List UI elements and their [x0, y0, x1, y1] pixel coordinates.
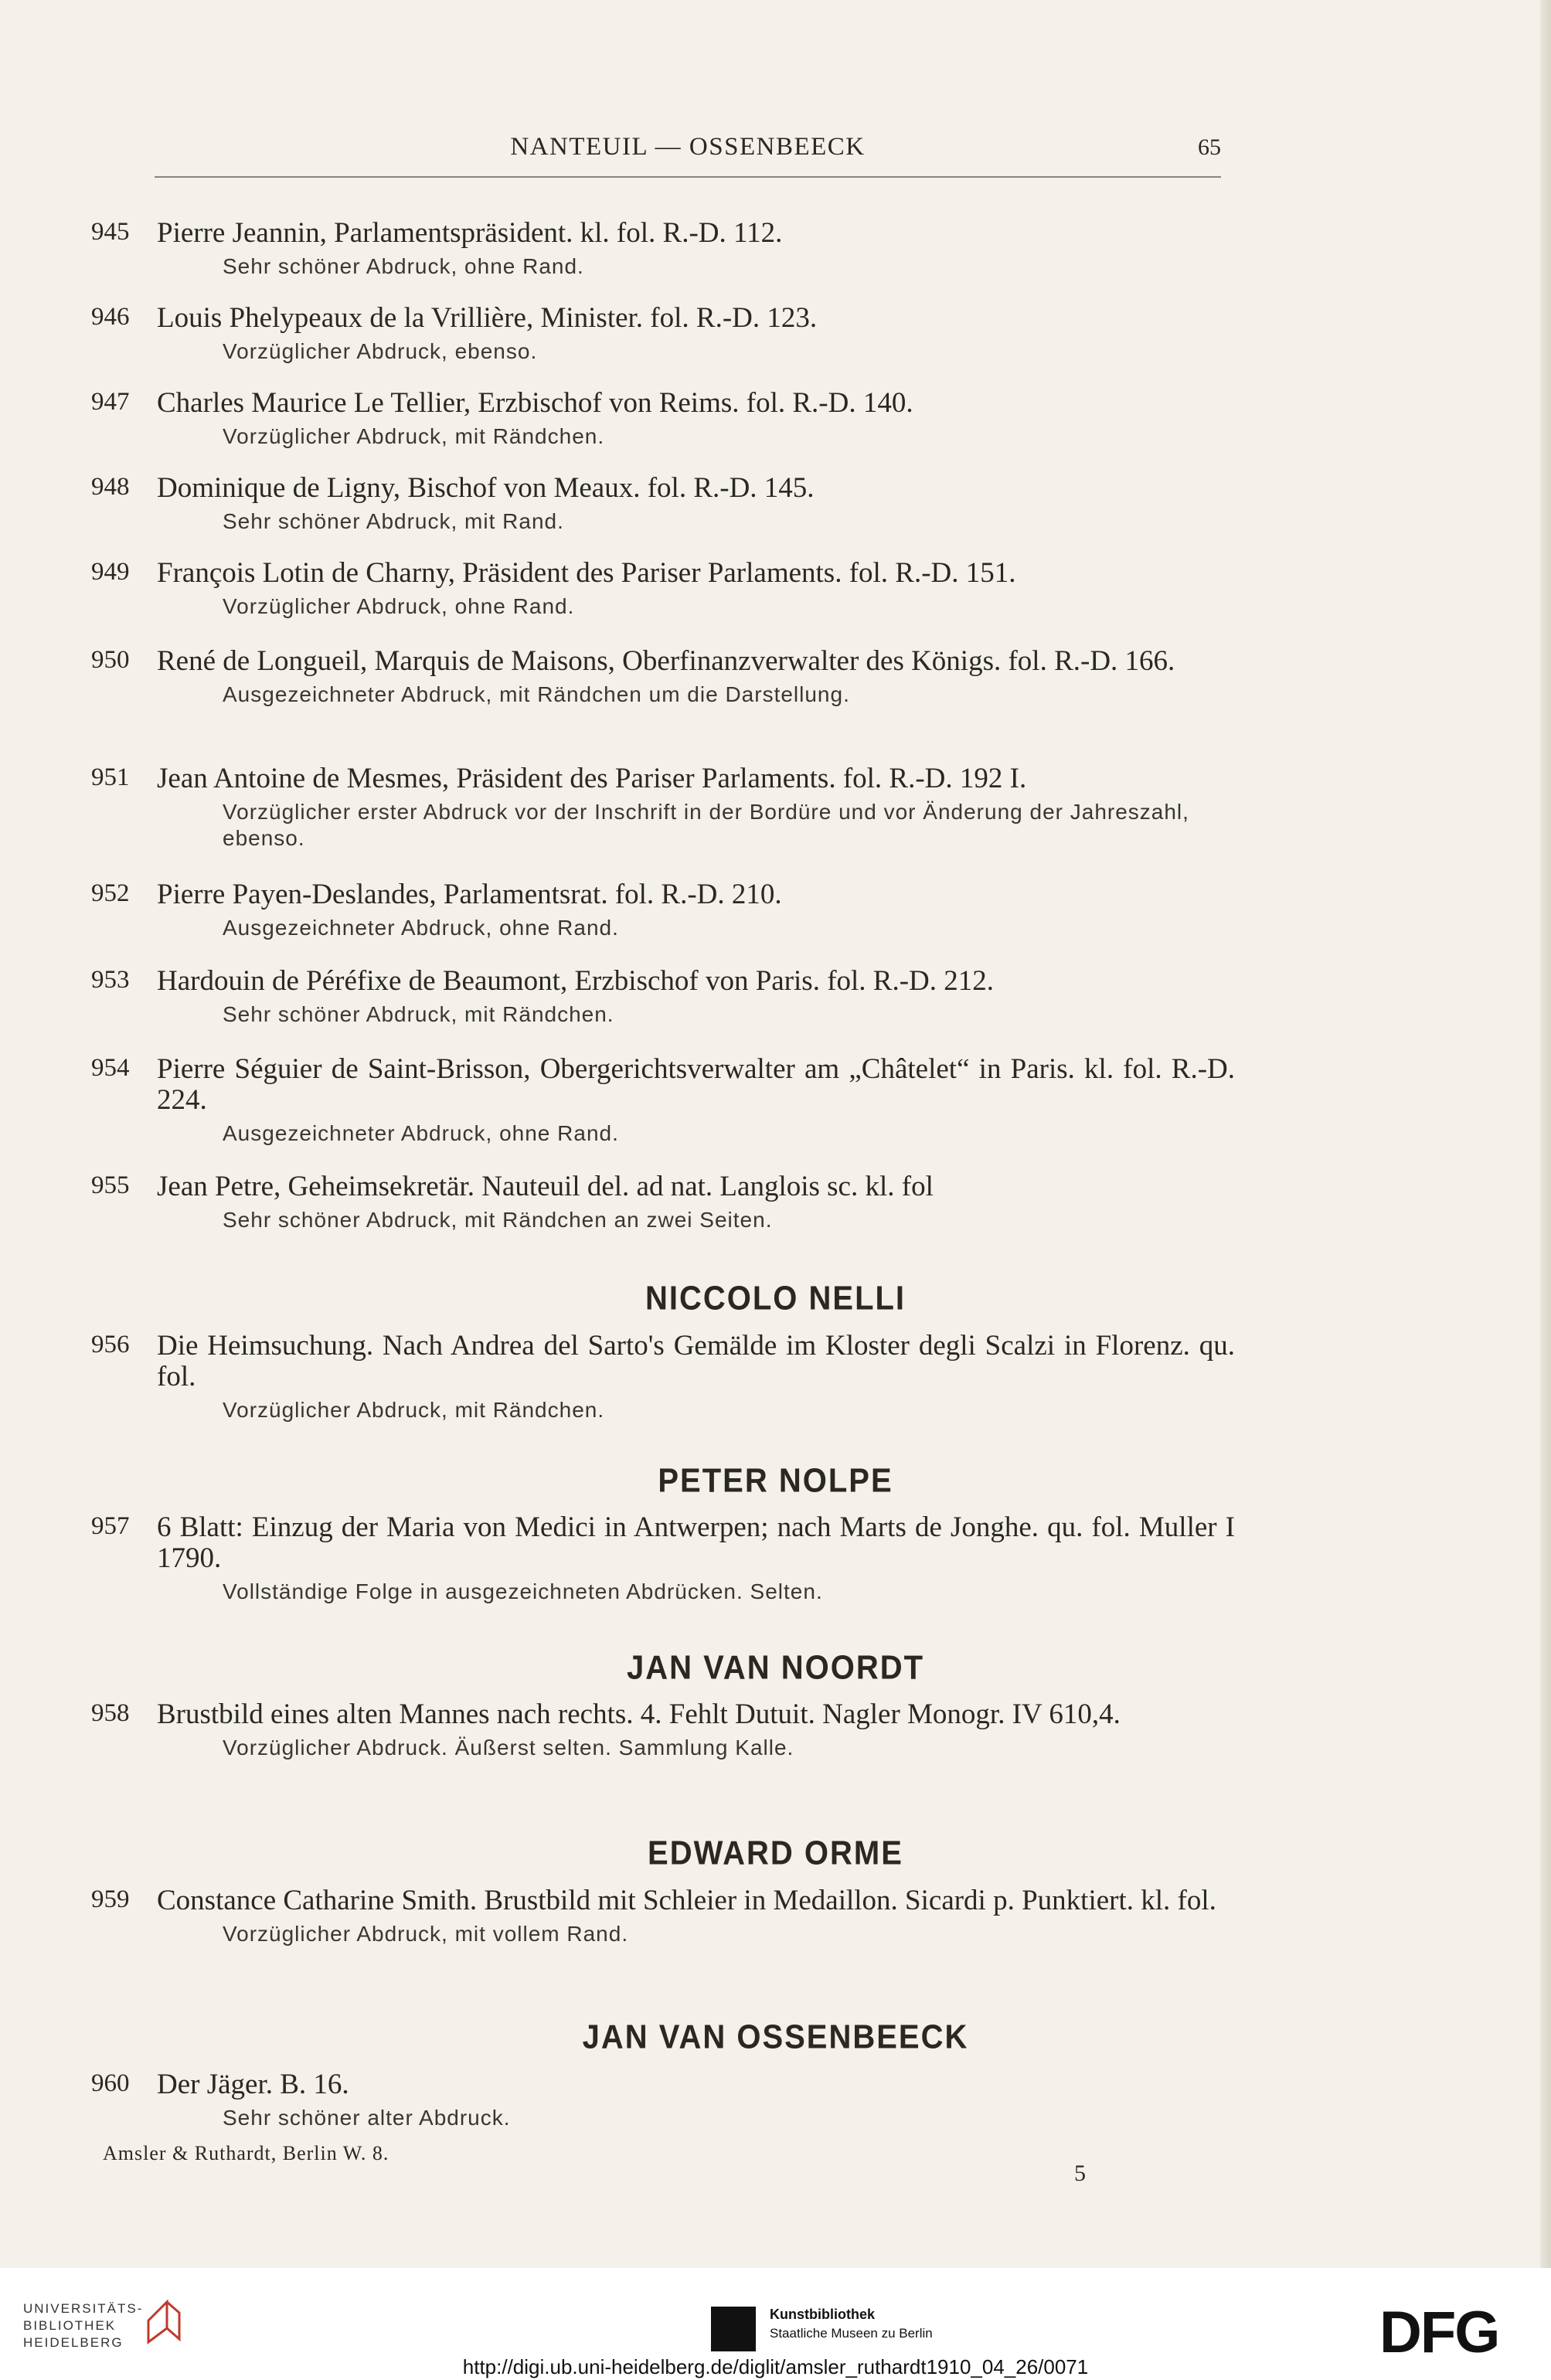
publisher-imprint: Amsler & Ruthardt, Berlin W. 8. [103, 2142, 389, 2164]
entry-number: 956 [91, 1331, 130, 1358]
entry-title: Der Jäger. B. 16. [157, 2069, 349, 2100]
ub-book-icon [144, 2297, 184, 2345]
ub-heidelberg-logo[interactable] [23, 2300, 143, 2351]
entry-title: Charles Maurice Le Tellier, Erzbischof von Reims. fol. R.-D. 140. [157, 387, 913, 419]
entry-number: 952 [91, 879, 130, 907]
entry-title: Jean Antoine de Mesmes, Präsident des Pariser Parlaments. fol. R.-D. 192 I. [157, 763, 1027, 794]
entry-note: Vorzüglicher Abdruck, mit Rändchen. [223, 1398, 605, 1422]
entry-number: 946 [91, 303, 130, 331]
section-heading: JAN VAN OSSENBEECK [582, 2018, 969, 2056]
permalink-url[interactable]: http://digi.ub.uni-heidelberg.de/diglit/amsler_ruthardt1910_04_26/0071 [462, 2355, 1089, 2378]
catalog-entry [91, 763, 1235, 852]
catalog-entry [91, 646, 1235, 708]
entry-number: 947 [91, 388, 130, 416]
kb-subtitle: Staatliche Museen zu Berlin [770, 2326, 933, 2341]
catalog-entry [91, 303, 1235, 365]
catalog-entry [91, 966, 1235, 1028]
entry-title: René de Longueil, Marquis de Maisons, Oberfinanzverwalter des Königs. fol. R.-D. 166. [157, 645, 1175, 677]
entry-note: Sehr schöner Abdruck, mit Rändchen. [223, 1002, 614, 1026]
entry-note: Vorzüglicher Abdruck, mit Rändchen. [223, 424, 605, 448]
catalog-entry [91, 218, 1235, 280]
entry-title: Brustbild eines alten Mannes nach rechts. 4. Fehlt Dutuit. Nagler Monogr. IV 610,4. [157, 1698, 1121, 1730]
catalog-entry [91, 879, 1235, 941]
entry-note: Ausgezeichneter Abdruck, ohne Rand. [223, 916, 619, 940]
catalog-entry [91, 1512, 1235, 1605]
ub-logo-line: HEIDELBERG [23, 2335, 124, 2350]
page-edge-shadow [1540, 0, 1551, 2268]
catalog-entry [91, 1699, 1235, 1761]
catalog-entry [91, 1331, 1235, 1423]
entry-note: Ausgezeichneter Abdruck, mit Rändchen um die Darstellung. [223, 682, 850, 706]
kunstbibliothek-icon[interactable] [711, 2307, 756, 2351]
entry-number: 951 [91, 763, 130, 791]
entry-note: Vorzüglicher Abdruck, ohne Rand. [223, 594, 575, 618]
running-title: NANTEUIL — OSSENBEECK [510, 133, 866, 161]
entry-note: Sehr schöner Abdruck, mit Rand. [223, 509, 564, 533]
digitization-bar [0, 2268, 1551, 2380]
kunstbibliothek-logo[interactable] [770, 2305, 933, 2343]
catalog-entry [91, 388, 1235, 450]
entry-number: 949 [91, 558, 130, 586]
entry-title: Die Heimsuchung. Nach Andrea del Sarto's Gemälde im Kloster degli Scalzi in Florenz. qu. fol. [157, 1330, 1235, 1392]
entry-title: Constance Catharine Smith. Brustbild mit Schleier in Medaillon. Sicardi p. Punktiert. kl. fol. [157, 1885, 1216, 1916]
kb-name: Kunstbibliothek [770, 2307, 875, 2322]
entry-title: Pierre Séguier de Saint-Brisson, Obergerichtsverwalter am „Châtelet“ in Paris. kl. fol. R.-D. 224. [157, 1053, 1235, 1116]
entry-note: Vorzüglicher Abdruck, mit vollem Rand. [223, 1922, 629, 1946]
signature-mark: 5 [1074, 2161, 1086, 2186]
catalog-entry [91, 1054, 1235, 1147]
running-header [155, 133, 1221, 178]
ub-logo-line: BIBLIOTHEK [23, 2318, 117, 2333]
entry-number: 957 [91, 1512, 130, 1540]
entry-title: Pierre Jeannin, Parlamentspräsident. kl. fol. R.-D. 112. [157, 217, 783, 249]
page-number: 65 [1198, 134, 1221, 160]
entry-number: 945 [91, 218, 130, 246]
entry-number: 953 [91, 966, 130, 994]
entry-note: Ausgezeichneter Abdruck, ohne Rand. [223, 1121, 619, 1145]
section-heading: EDWARD ORME [648, 1834, 903, 1872]
entry-title: 6 Blatt: Einzug der Maria von Medici in Antwerpen; nach Marts de Jonghe. qu. fol. Muller I 1790. [157, 1511, 1235, 1574]
entry-number: 954 [91, 1054, 130, 1082]
catalog-entry [91, 473, 1235, 535]
entry-number: 948 [91, 473, 130, 501]
entry-title: Dominique de Ligny, Bischof von Meaux. fol. R.-D. 145. [157, 472, 815, 504]
entry-title: Hardouin de Péréfixe de Beaumont, Erzbischof von Paris. fol. R.-D. 212. [157, 965, 995, 997]
dfg-logo[interactable]: DFG [1379, 2300, 1499, 2365]
entry-note: Sehr schöner alter Abdruck. [223, 2106, 511, 2130]
entry-title: Pierre Payen-Deslandes, Parlamentsrat. fol. R.-D. 210. [157, 879, 782, 910]
entry-number: 958 [91, 1699, 130, 1727]
entry-title: Jean Petre, Geheimsekretär. Nauteuil del. ad nat. Langlois sc. kl. fol [157, 1171, 934, 1202]
entry-number: 960 [91, 2069, 130, 2097]
entry-number: 950 [91, 646, 130, 674]
entry-title: Louis Phelypeaux de la Vrillière, Minister. fol. R.-D. 123. [157, 302, 818, 334]
section-heading: NICCOLO NELLI [645, 1279, 906, 1318]
section-heading: PETER NOLPE [658, 1461, 893, 1500]
section-heading: JAN VAN NOORDT [626, 1648, 925, 1687]
entry-note: Vollständige Folge in ausgezeichneten Abdrücken. Selten. [223, 1579, 823, 1603]
entry-note: Sehr schöner Abdruck, mit Rändchen an zwei Seiten. [223, 1208, 773, 1232]
catalog-entry [91, 1885, 1235, 1947]
entry-number: 959 [91, 1885, 130, 1913]
ub-logo-line: UNIVERSITÄTS- [23, 2301, 144, 2316]
catalog-entry [91, 558, 1235, 620]
entry-note: Vorzüglicher Abdruck, ebenso. [223, 339, 538, 363]
entry-note: Vorzüglicher Abdruck. Äußerst selten. Sammlung Kalle. [223, 1736, 794, 1760]
entry-number: 955 [91, 1171, 130, 1199]
entry-note: Vorzüglicher erster Abdruck vor der Inschrift in der Bordüre und vor Änderung der Jahreszahl, ebenso. [223, 800, 1189, 850]
catalog-entry [91, 1171, 1235, 1233]
entry-title: François Lotin de Charny, Präsident des Pariser Parlaments. fol. R.-D. 151. [157, 557, 1016, 589]
catalog-entry [91, 2069, 1235, 2131]
entry-note: Sehr schöner Abdruck, ohne Rand. [223, 254, 584, 278]
